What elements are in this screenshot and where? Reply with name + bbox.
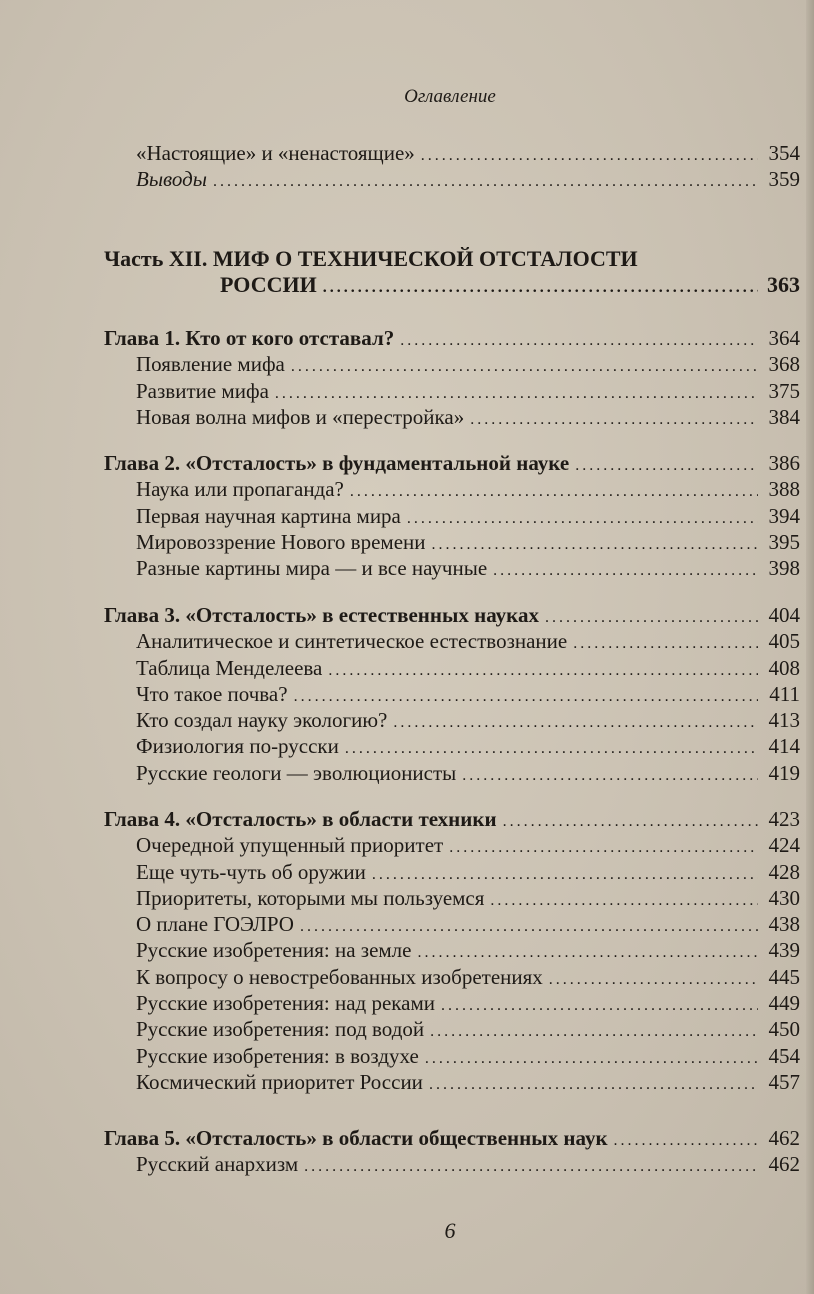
- part-title-line2: РОССИИ: [220, 272, 317, 297]
- section-entry: [104, 859, 800, 885]
- toc-leader-dots: [425, 1046, 758, 1072]
- page-edge: [806, 0, 814, 1294]
- section-page: 405: [768, 629, 800, 654]
- toc-leader-dots: [462, 763, 758, 789]
- toc-entry-page: 359: [768, 167, 800, 192]
- section-title: Приоритеты, которыми мы пользуемся: [136, 885, 485, 910]
- section-page: 368: [768, 352, 800, 377]
- chapter-entry: [104, 806, 800, 832]
- section-title: К вопросу о невостребованных изобретениях: [136, 964, 543, 989]
- part-title-line1: Часть XII. МИФ О ТЕХНИЧЕСКОЙ ОТСТАЛОСТИ: [104, 246, 638, 271]
- section-title: Космический приоритет России: [136, 1069, 423, 1094]
- section-entry: [104, 911, 800, 937]
- chapter-page: 364: [768, 326, 800, 350]
- toc-leader-dots: [493, 558, 758, 584]
- part-page: 363: [767, 272, 800, 297]
- toc-leader-dots: [432, 532, 759, 558]
- chapter-group: [104, 450, 800, 581]
- section-entry: [104, 964, 800, 990]
- section-entry: [104, 1069, 800, 1095]
- section-title: Кто создал науку экологию?: [136, 708, 388, 733]
- section-page: 428: [768, 859, 800, 884]
- section-entry: [104, 832, 800, 858]
- section-title: Развитие мифа: [136, 378, 269, 403]
- chapter-title: Глава 2. «Отсталость» в фундаментальной науке: [104, 451, 570, 475]
- chapter-group: [104, 1125, 800, 1178]
- toc-leader-dots: [400, 328, 758, 354]
- toc-leader-dots: [490, 888, 758, 914]
- toc-entry-title: Выводы: [136, 167, 207, 192]
- section-title: Разные картины мира — и все научные: [136, 556, 488, 581]
- section-page: 438: [768, 912, 800, 937]
- section-entry: [104, 628, 800, 654]
- section-page: 445: [768, 964, 800, 989]
- section-page: 424: [768, 833, 800, 858]
- section-title: Наука или пропаганда?: [136, 477, 344, 502]
- section-title: Аналитическое и синтетическое естествознание: [136, 629, 568, 654]
- toc-leader-dots: [372, 862, 758, 888]
- toc-leader-dots: [407, 506, 758, 532]
- section-page: 413: [768, 708, 800, 733]
- section-entry: [104, 529, 800, 555]
- section-title: Что такое почва?: [136, 681, 288, 706]
- toc-leader-dots: [291, 354, 758, 380]
- toc-leader-dots: [417, 940, 758, 966]
- toc-leader-dots: [573, 631, 758, 657]
- toc-leader-dots: [503, 809, 758, 835]
- toc-leader-dots: [328, 658, 758, 684]
- chapter-entry: [104, 602, 800, 628]
- section-entry: [104, 707, 800, 733]
- chapter-page: 404: [768, 603, 800, 627]
- section-title: Очередной упущенный приоритет: [136, 833, 444, 858]
- section-entry: [104, 1016, 800, 1042]
- section-entry: [104, 1043, 800, 1069]
- toc-leader-dots: [345, 736, 758, 762]
- section-title: Появление мифа: [136, 352, 285, 377]
- toc-leader-dots: [549, 967, 758, 993]
- toc-leader-dots: [350, 479, 758, 505]
- chapter-group: [104, 806, 800, 1095]
- section-title: Русские изобретения: на земле: [136, 938, 412, 963]
- section-page: 439: [768, 938, 800, 963]
- section-title: О плане ГОЭЛРО: [136, 912, 294, 937]
- chapter-title: Глава 5. «Отсталость» в области общественных наук: [104, 1126, 608, 1150]
- chapter-page: 462: [768, 1126, 800, 1150]
- part-title-line2-row: [104, 272, 800, 300]
- section-page: 398: [768, 556, 800, 581]
- toc-leader-dots: [470, 407, 758, 433]
- toc-entry-page: 354: [768, 141, 800, 165]
- running-header: Оглавление: [404, 86, 496, 107]
- toc-leader-dots: [323, 275, 758, 301]
- chapter-entry: [104, 450, 800, 476]
- chapter-group: [104, 325, 800, 430]
- toc-leader-dots: [300, 914, 758, 940]
- section-entry: [104, 733, 800, 759]
- section-entry: [104, 885, 800, 911]
- section-page: 394: [768, 503, 800, 528]
- chapter-title: Глава 3. «Отсталость» в естественных науках: [104, 603, 539, 627]
- section-page: 450: [768, 1017, 800, 1042]
- toc-leader-dots: [614, 1128, 758, 1154]
- section-page: 430: [768, 885, 800, 910]
- section-entry: [104, 760, 800, 786]
- section-title: Русские геологи — эволюционисты: [136, 760, 457, 785]
- section-page: 454: [768, 1043, 800, 1068]
- toc-top-group: [104, 140, 800, 193]
- toc-leader-dots: [575, 453, 758, 479]
- chapter-entry: [104, 1125, 800, 1151]
- section-title: Русские изобретения: под водой: [136, 1017, 425, 1042]
- section-title: Русские изобретения: в воздухе: [136, 1043, 419, 1068]
- chapter-group: [104, 602, 800, 786]
- toc-leader-dots: [213, 169, 758, 195]
- section-entry: [104, 681, 800, 707]
- section-title: Физиология по-русски: [136, 734, 339, 759]
- section-page: 462: [768, 1152, 800, 1177]
- section-title: Первая научная картина мира: [136, 503, 401, 528]
- section-title: Таблица Менделеева: [136, 655, 323, 680]
- chapter-page: 386: [768, 451, 800, 475]
- toc-entry: [104, 166, 800, 192]
- section-title: Новая волна мифов и «перестройка»: [136, 404, 465, 429]
- toc-leader-dots: [449, 835, 758, 861]
- section-title: Мировоззрение Нового времени: [136, 529, 426, 554]
- section-page: 388: [768, 477, 800, 502]
- section-entry: [104, 351, 800, 377]
- section-entry: [104, 503, 800, 529]
- chapter-title: Глава 1. Кто от кого отставал?: [104, 326, 395, 350]
- section-entry: [104, 937, 800, 963]
- section-title: Русский анархизм: [136, 1152, 299, 1177]
- toc-leader-dots: [275, 381, 758, 407]
- toc-leader-dots: [304, 1154, 758, 1180]
- toc-leader-dots: [421, 143, 758, 169]
- toc-leader-dots: [294, 684, 758, 710]
- section-page: 375: [768, 378, 800, 403]
- section-entry: [104, 990, 800, 1016]
- section-entry: [104, 655, 800, 681]
- section-page: 395: [768, 529, 800, 554]
- section-title: Русские изобретения: над реками: [136, 991, 436, 1016]
- section-page: 384: [768, 404, 800, 429]
- toc-leader-dots: [430, 1019, 758, 1045]
- section-page: 457: [768, 1069, 800, 1094]
- section-entry: [104, 555, 800, 581]
- section-entry: [104, 404, 800, 430]
- section-page: 419: [768, 760, 800, 785]
- toc-leader-dots: [393, 710, 758, 736]
- chapter-title: Глава 4. «Отсталость» в области техники: [104, 807, 497, 831]
- section-page: 411: [769, 681, 800, 706]
- chapter-entry: [104, 325, 800, 351]
- toc-leader-dots: [429, 1072, 758, 1098]
- section-page: 449: [768, 991, 800, 1016]
- part-heading: [104, 246, 800, 300]
- section-page: 414: [768, 734, 800, 759]
- section-page: 408: [768, 655, 800, 680]
- section-entry: [104, 378, 800, 404]
- section-entry: [104, 476, 800, 502]
- section-title: Еще чуть-чуть об оружии: [136, 859, 366, 884]
- page-number: 6: [444, 1218, 456, 1243]
- toc-leader-dots: [441, 993, 758, 1019]
- toc-leader-dots: [545, 605, 758, 631]
- toc-entry: [104, 140, 800, 166]
- section-entry: [104, 1151, 800, 1177]
- toc-entry-title: «Настоящие» и «ненастоящие»: [136, 141, 415, 165]
- chapter-page: 423: [768, 807, 800, 831]
